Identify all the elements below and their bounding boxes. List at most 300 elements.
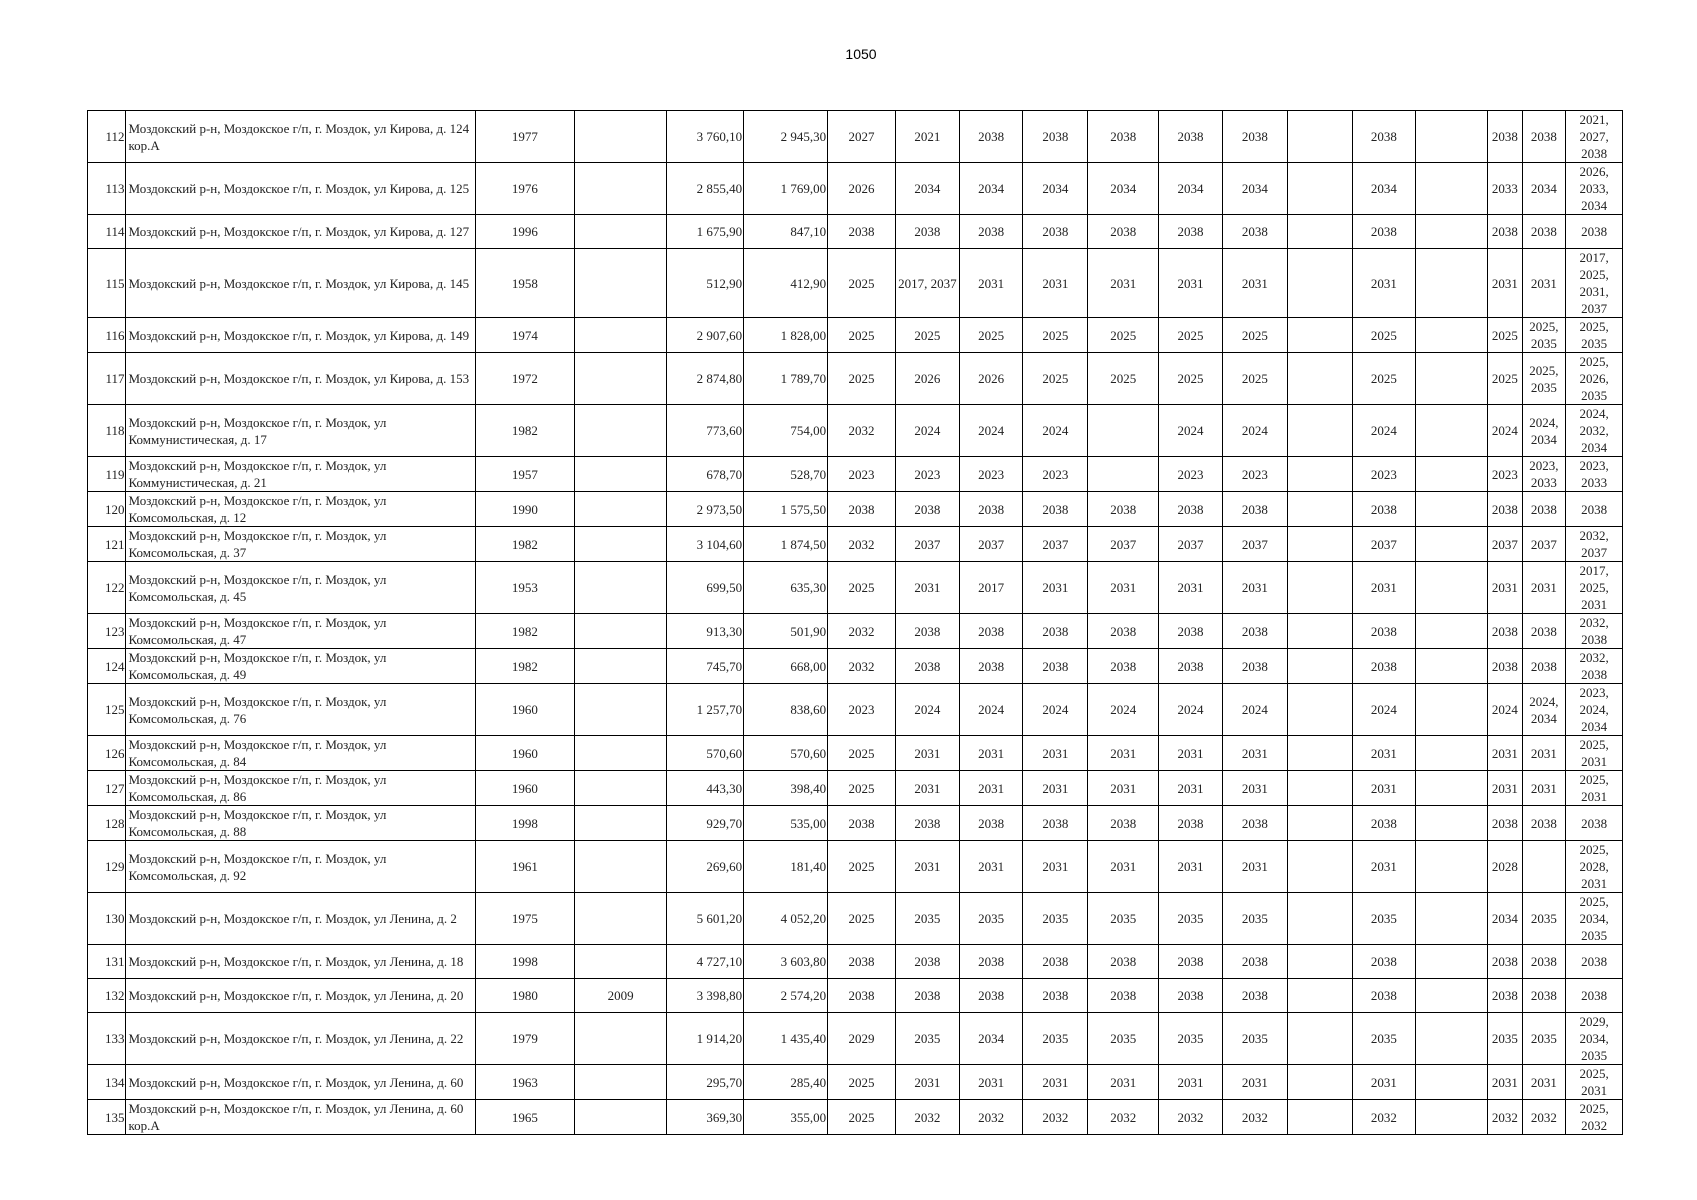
work-year-cell: 2038 xyxy=(1488,111,1522,163)
work-year-cell: 2038 xyxy=(1488,614,1522,649)
row-number-cell: 120 xyxy=(88,492,126,527)
work-year-cell: 2031 xyxy=(1488,736,1522,771)
reconstruction-year-cell: 2009 xyxy=(575,979,667,1013)
row-number-cell: 131 xyxy=(88,945,126,979)
summary-years-cell: 2032, 2038 xyxy=(1566,614,1623,649)
work-year-cell: 2038 xyxy=(895,492,959,527)
work-year-cell: 2024 xyxy=(1222,405,1287,457)
reconstruction-year-cell xyxy=(575,249,667,318)
work-year-cell: 2038 xyxy=(1488,649,1522,684)
living-area-cell: 668,00 xyxy=(744,649,828,684)
work-year-cell: 2037 xyxy=(959,527,1023,562)
work-year-cell: 2031 xyxy=(1023,562,1088,614)
address-cell: Моздокский р-н, Моздокское г/п, г. Моздок, ул Комсомольская, д. 37 xyxy=(126,527,475,562)
row-number-cell: 118 xyxy=(88,405,126,457)
work-year-cell: 2031 xyxy=(1222,771,1287,806)
work-year-cell: 2038 xyxy=(1522,806,1566,841)
row-number-cell: 116 xyxy=(88,318,126,353)
work-year-cell xyxy=(1416,684,1488,736)
build-year-cell: 1953 xyxy=(475,562,574,614)
work-year-cell: 2038 xyxy=(1088,614,1159,649)
build-year-cell: 1982 xyxy=(475,405,574,457)
work-year-cell: 2031 xyxy=(1023,771,1088,806)
build-year-cell: 1979 xyxy=(475,1013,574,1065)
work-year-cell: 2031 xyxy=(959,1065,1023,1100)
work-year-cell: 2025 xyxy=(828,736,896,771)
summary-years-cell: 2023, 2033 xyxy=(1566,457,1623,492)
work-year-cell: 2023 xyxy=(1023,457,1088,492)
work-year-cell: 2031 xyxy=(1023,841,1088,893)
work-year-cell: 2038 xyxy=(1088,649,1159,684)
work-year-cell: 2032 xyxy=(1159,1100,1223,1135)
work-year-cell: 2035 xyxy=(1088,893,1159,945)
work-year-cell: 2038 xyxy=(1352,614,1416,649)
work-year-cell: 2031 xyxy=(1088,1065,1159,1100)
work-year-cell: 2037 xyxy=(1088,527,1159,562)
work-year-cell: 2023 xyxy=(828,457,896,492)
work-year-cell: 2024 xyxy=(1023,405,1088,457)
work-year-cell: 2038 xyxy=(1088,492,1159,527)
work-year-cell xyxy=(1287,841,1352,893)
work-year-cell: 2037 xyxy=(1023,527,1088,562)
work-year-cell: 2031 xyxy=(1522,1065,1566,1100)
work-year-cell xyxy=(1416,893,1488,945)
work-year-cell: 2035 xyxy=(1222,1013,1287,1065)
work-year-cell: 2038 xyxy=(1222,945,1287,979)
work-year-cell: 2038 xyxy=(959,215,1023,249)
work-year-cell xyxy=(1416,111,1488,163)
work-year-cell xyxy=(1416,405,1488,457)
work-year-cell: 2031 xyxy=(895,736,959,771)
work-year-cell xyxy=(1287,736,1352,771)
build-year-cell: 1998 xyxy=(475,945,574,979)
table-row xyxy=(88,249,1623,318)
work-year-cell: 2035 xyxy=(1352,1013,1416,1065)
reconstruction-year-cell xyxy=(575,1065,667,1100)
work-year-cell: 2038 xyxy=(1159,806,1223,841)
total-area-cell: 3 760,10 xyxy=(667,111,744,163)
work-year-cell: 2038 xyxy=(1352,492,1416,527)
table-row xyxy=(88,649,1623,684)
work-year-cell xyxy=(1287,111,1352,163)
table-row xyxy=(88,979,1623,1013)
work-year-cell: 2031 xyxy=(1352,249,1416,318)
total-area-cell: 2 973,50 xyxy=(667,492,744,527)
total-area-cell: 2 907,60 xyxy=(667,318,744,353)
work-year-cell: 2024, 2034 xyxy=(1522,684,1566,736)
row-number-cell: 112 xyxy=(88,111,126,163)
reconstruction-year-cell xyxy=(575,318,667,353)
work-year-cell: 2031 xyxy=(1159,1065,1223,1100)
work-year-cell: 2023 xyxy=(1159,457,1223,492)
work-year-cell xyxy=(1088,457,1159,492)
work-year-cell: 2038 xyxy=(895,806,959,841)
total-area-cell: 5 601,20 xyxy=(667,893,744,945)
work-year-cell: 2031 xyxy=(1159,249,1223,318)
work-year-cell: 2038 xyxy=(1023,945,1088,979)
living-area-cell: 3 603,80 xyxy=(744,945,828,979)
row-number-cell: 113 xyxy=(88,163,126,215)
table-row xyxy=(88,163,1623,215)
work-year-cell: 2025 xyxy=(828,893,896,945)
work-year-cell: 2034 xyxy=(1352,163,1416,215)
work-year-cell xyxy=(1416,527,1488,562)
work-year-cell: 2035 xyxy=(895,1013,959,1065)
work-year-cell: 2031 xyxy=(1222,736,1287,771)
summary-years-cell: 2038 xyxy=(1566,945,1623,979)
table-row xyxy=(88,806,1623,841)
living-area-cell: 1 769,00 xyxy=(744,163,828,215)
work-year-cell: 2035 xyxy=(1488,1013,1522,1065)
work-year-cell: 2038 xyxy=(895,649,959,684)
work-year-cell: 2017, 2037 xyxy=(895,249,959,318)
work-year-cell: 2021 xyxy=(895,111,959,163)
reconstruction-year-cell xyxy=(575,945,667,979)
build-year-cell: 1963 xyxy=(475,1065,574,1100)
table-row xyxy=(88,1065,1623,1100)
build-year-cell: 1975 xyxy=(475,893,574,945)
work-year-cell: 2023 xyxy=(895,457,959,492)
total-area-cell: 3 104,60 xyxy=(667,527,744,562)
work-year-cell: 2024 xyxy=(1222,684,1287,736)
work-year-cell: 2025, 2035 xyxy=(1522,353,1566,405)
work-year-cell: 2038 xyxy=(1159,979,1223,1013)
work-year-cell xyxy=(1287,945,1352,979)
row-number-cell: 114 xyxy=(88,215,126,249)
row-number-cell: 124 xyxy=(88,649,126,684)
work-year-cell: 2025 xyxy=(828,353,896,405)
work-year-cell: 2038 xyxy=(895,945,959,979)
build-year-cell: 1980 xyxy=(475,979,574,1013)
work-year-cell xyxy=(1416,163,1488,215)
work-year-cell: 2038 xyxy=(1159,649,1223,684)
work-year-cell: 2035 xyxy=(1023,1013,1088,1065)
row-number-cell: 127 xyxy=(88,771,126,806)
total-area-cell: 745,70 xyxy=(667,649,744,684)
reconstruction-year-cell xyxy=(575,841,667,893)
work-year-cell xyxy=(1416,249,1488,318)
living-area-cell: 847,10 xyxy=(744,215,828,249)
table-row xyxy=(88,893,1623,945)
work-year-cell: 2032 xyxy=(895,1100,959,1135)
work-year-cell: 2034 xyxy=(1088,163,1159,215)
address-cell: Моздокский р-н, Моздокское г/п, г. Моздок, ул Комсомольская, д. 84 xyxy=(126,736,475,771)
reconstruction-year-cell xyxy=(575,111,667,163)
summary-years-cell: 2023, 2024, 2034 xyxy=(1566,684,1623,736)
work-year-cell: 2038 xyxy=(1088,806,1159,841)
reconstruction-year-cell xyxy=(575,684,667,736)
work-year-cell: 2031 xyxy=(959,736,1023,771)
work-year-cell xyxy=(1416,945,1488,979)
work-year-cell xyxy=(1416,318,1488,353)
work-year-cell: 2031 xyxy=(1222,562,1287,614)
work-year-cell xyxy=(1287,318,1352,353)
address-cell: Моздокский р-н, Моздокское г/п, г. Моздок, ул Комсомольская, д. 47 xyxy=(126,614,475,649)
work-year-cell: 2031 xyxy=(1522,562,1566,614)
summary-years-cell: 2025, 2031 xyxy=(1566,1065,1623,1100)
total-area-cell: 512,90 xyxy=(667,249,744,318)
work-year-cell: 2032 xyxy=(959,1100,1023,1135)
table-row xyxy=(88,945,1623,979)
work-year-cell: 2032 xyxy=(1488,1100,1522,1135)
row-number-cell: 128 xyxy=(88,806,126,841)
work-year-cell: 2024 xyxy=(1488,405,1522,457)
build-year-cell: 1960 xyxy=(475,771,574,806)
work-year-cell xyxy=(1287,649,1352,684)
work-year-cell: 2031 xyxy=(1088,736,1159,771)
work-year-cell: 2038 xyxy=(1159,945,1223,979)
living-area-cell: 398,40 xyxy=(744,771,828,806)
work-year-cell: 2038 xyxy=(1222,979,1287,1013)
work-year-cell: 2024 xyxy=(1352,684,1416,736)
work-year-cell xyxy=(1287,979,1352,1013)
address-cell: Моздокский р-н, Моздокское г/п, г. Моздок, ул Комсомольская, д. 92 xyxy=(126,841,475,893)
living-area-cell: 285,40 xyxy=(744,1065,828,1100)
reconstruction-year-cell xyxy=(575,1013,667,1065)
work-year-cell: 2031 xyxy=(1088,562,1159,614)
row-number-cell: 132 xyxy=(88,979,126,1013)
work-year-cell: 2038 xyxy=(828,215,896,249)
work-year-cell: 2037 xyxy=(1159,527,1223,562)
work-year-cell: 2035 xyxy=(1522,1013,1566,1065)
table-row xyxy=(88,684,1623,736)
work-year-cell: 2038 xyxy=(1352,649,1416,684)
work-year-cell: 2024 xyxy=(959,684,1023,736)
summary-years-cell: 2038 xyxy=(1566,492,1623,527)
work-year-cell: 2038 xyxy=(1088,215,1159,249)
reconstruction-year-cell xyxy=(575,353,667,405)
reconstruction-year-cell xyxy=(575,163,667,215)
total-area-cell: 1 675,90 xyxy=(667,215,744,249)
work-year-cell: 2038 xyxy=(959,111,1023,163)
work-year-cell: 2033 xyxy=(1488,163,1522,215)
work-year-cell: 2038 xyxy=(1023,111,1088,163)
summary-years-cell: 2032, 2038 xyxy=(1566,649,1623,684)
build-year-cell: 1972 xyxy=(475,353,574,405)
row-number-cell: 119 xyxy=(88,457,126,492)
build-year-cell: 1982 xyxy=(475,527,574,562)
total-area-cell: 699,50 xyxy=(667,562,744,614)
work-year-cell: 2038 xyxy=(1488,979,1522,1013)
work-year-cell: 2038 xyxy=(1023,215,1088,249)
work-year-cell: 2029 xyxy=(828,1013,896,1065)
work-year-cell xyxy=(1416,649,1488,684)
work-year-cell: 2025 xyxy=(828,1100,896,1135)
work-year-cell: 2037 xyxy=(1522,527,1566,562)
work-year-cell: 2026 xyxy=(959,353,1023,405)
work-year-cell: 2034 xyxy=(895,163,959,215)
work-year-cell xyxy=(1416,353,1488,405)
row-number-cell: 130 xyxy=(88,893,126,945)
address-cell: Моздокский р-н, Моздокское г/п, г. Моздок, ул Кирова, д. 145 xyxy=(126,249,475,318)
address-cell: Моздокский р-н, Моздокское г/п, г. Моздок, ул Комсомольская, д. 45 xyxy=(126,562,475,614)
summary-years-cell: 2025, 2026, 2035 xyxy=(1566,353,1623,405)
work-year-cell: 2031 xyxy=(895,771,959,806)
work-year-cell: 2025 xyxy=(959,318,1023,353)
address-cell: Моздокский р-н, Моздокское г/п, г. Моздок, ул Комсомольская, д. 12 xyxy=(126,492,475,527)
work-year-cell: 2031 xyxy=(1522,249,1566,318)
total-area-cell: 913,30 xyxy=(667,614,744,649)
work-year-cell: 2025 xyxy=(1352,353,1416,405)
build-year-cell: 1960 xyxy=(475,736,574,771)
work-year-cell xyxy=(1287,405,1352,457)
work-year-cell: 2038 xyxy=(959,614,1023,649)
living-area-cell: 1 874,50 xyxy=(744,527,828,562)
work-year-cell: 2027 xyxy=(828,111,896,163)
work-year-cell xyxy=(1088,405,1159,457)
summary-years-cell: 2029, 2034, 2035 xyxy=(1566,1013,1623,1065)
work-year-cell: 2031 xyxy=(1488,771,1522,806)
work-year-cell xyxy=(1287,614,1352,649)
work-year-cell: 2026 xyxy=(828,163,896,215)
total-area-cell: 2 874,80 xyxy=(667,353,744,405)
reconstruction-year-cell xyxy=(575,492,667,527)
living-area-cell: 635,30 xyxy=(744,562,828,614)
living-area-cell: 570,60 xyxy=(744,736,828,771)
work-year-cell: 2038 xyxy=(1222,492,1287,527)
work-year-cell: 2023 xyxy=(1488,457,1522,492)
work-year-cell: 2038 xyxy=(1522,649,1566,684)
summary-years-cell: 2038 xyxy=(1566,979,1623,1013)
work-year-cell: 2038 xyxy=(1522,215,1566,249)
work-year-cell xyxy=(1522,841,1566,893)
work-year-cell: 2032 xyxy=(1088,1100,1159,1135)
address-cell: Моздокский р-н, Моздокское г/п, г. Моздок, ул Ленина, д. 22 xyxy=(126,1013,475,1065)
table-row xyxy=(88,405,1623,457)
work-year-cell xyxy=(1287,562,1352,614)
table-row xyxy=(88,562,1623,614)
total-area-cell: 369,30 xyxy=(667,1100,744,1135)
table-row xyxy=(88,771,1623,806)
housing-table xyxy=(87,110,1623,1135)
work-year-cell: 2038 xyxy=(1023,614,1088,649)
summary-years-cell: 2025, 2031 xyxy=(1566,771,1623,806)
work-year-cell: 2025 xyxy=(1088,353,1159,405)
table-row xyxy=(88,111,1623,163)
work-year-cell: 2031 xyxy=(1159,771,1223,806)
work-year-cell: 2031 xyxy=(1352,1065,1416,1100)
table-row xyxy=(88,614,1623,649)
work-year-cell: 2031 xyxy=(1352,562,1416,614)
row-number-cell: 121 xyxy=(88,527,126,562)
work-year-cell: 2038 xyxy=(1159,492,1223,527)
work-year-cell: 2025 xyxy=(828,1065,896,1100)
work-year-cell: 2038 xyxy=(1352,111,1416,163)
summary-years-cell: 2025, 2034, 2035 xyxy=(1566,893,1623,945)
living-area-cell: 754,00 xyxy=(744,405,828,457)
living-area-cell: 412,90 xyxy=(744,249,828,318)
work-year-cell: 2038 xyxy=(1488,215,1522,249)
work-year-cell: 2023 xyxy=(1352,457,1416,492)
address-cell: Моздокский р-н, Моздокское г/п, г. Моздок, ул Ленина, д. 2 xyxy=(126,893,475,945)
work-year-cell xyxy=(1287,893,1352,945)
work-year-cell: 2034 xyxy=(1522,163,1566,215)
build-year-cell: 1996 xyxy=(475,215,574,249)
work-year-cell: 2038 xyxy=(895,614,959,649)
build-year-cell: 1982 xyxy=(475,614,574,649)
work-year-cell: 2034 xyxy=(959,163,1023,215)
living-area-cell: 838,60 xyxy=(744,684,828,736)
table-row xyxy=(88,527,1623,562)
work-year-cell: 2038 xyxy=(895,215,959,249)
build-year-cell: 1958 xyxy=(475,249,574,318)
work-year-cell xyxy=(1416,841,1488,893)
work-year-cell: 2038 xyxy=(1222,111,1287,163)
address-cell: Моздокский р-н, Моздокское г/п, г. Моздок, ул Кирова, д. 125 xyxy=(126,163,475,215)
work-year-cell: 2031 xyxy=(1023,736,1088,771)
work-year-cell: 2038 xyxy=(828,945,896,979)
work-year-cell: 2037 xyxy=(1488,527,1522,562)
row-number-cell: 122 xyxy=(88,562,126,614)
work-year-cell xyxy=(1287,1065,1352,1100)
work-year-cell xyxy=(1287,353,1352,405)
work-year-cell: 2025 xyxy=(1222,318,1287,353)
work-year-cell: 2025 xyxy=(828,318,896,353)
work-year-cell: 2038 xyxy=(959,979,1023,1013)
work-year-cell: 2032 xyxy=(1352,1100,1416,1135)
living-area-cell: 1 435,40 xyxy=(744,1013,828,1065)
work-year-cell xyxy=(1287,249,1352,318)
work-year-cell: 2031 xyxy=(1488,562,1522,614)
work-year-cell: 2032 xyxy=(828,527,896,562)
summary-years-cell: 2024, 2032, 2034 xyxy=(1566,405,1623,457)
total-area-cell: 773,60 xyxy=(667,405,744,457)
total-area-cell: 4 727,10 xyxy=(667,945,744,979)
total-area-cell: 678,70 xyxy=(667,457,744,492)
summary-years-cell: 2038 xyxy=(1566,806,1623,841)
work-year-cell: 2024 xyxy=(1088,684,1159,736)
living-area-cell: 501,90 xyxy=(744,614,828,649)
work-year-cell: 2038 xyxy=(1023,979,1088,1013)
table-row xyxy=(88,1013,1623,1065)
work-year-cell: 2025 xyxy=(1023,353,1088,405)
work-year-cell: 2031 xyxy=(1222,1065,1287,1100)
work-year-cell: 2038 xyxy=(1522,614,1566,649)
work-year-cell: 2034 xyxy=(1488,893,1522,945)
work-year-cell: 2025 xyxy=(828,841,896,893)
row-number-cell: 133 xyxy=(88,1013,126,1065)
table-row xyxy=(88,492,1623,527)
reconstruction-year-cell xyxy=(575,457,667,492)
work-year-cell: 2038 xyxy=(1522,945,1566,979)
work-year-cell: 2031 xyxy=(959,249,1023,318)
work-year-cell: 2025 xyxy=(828,249,896,318)
work-year-cell xyxy=(1416,215,1488,249)
reconstruction-year-cell xyxy=(575,649,667,684)
summary-years-cell: 2017, 2025, 2031, 2037 xyxy=(1566,249,1623,318)
work-year-cell: 2031 xyxy=(959,771,1023,806)
work-year-cell: 2031 xyxy=(1488,1065,1522,1100)
work-year-cell xyxy=(1287,684,1352,736)
table-row xyxy=(88,841,1623,893)
build-year-cell: 1974 xyxy=(475,318,574,353)
work-year-cell: 2025, 2035 xyxy=(1522,318,1566,353)
work-year-cell: 2031 xyxy=(1088,771,1159,806)
work-year-cell: 2038 xyxy=(1522,979,1566,1013)
work-year-cell: 2038 xyxy=(1222,215,1287,249)
work-year-cell: 2023 xyxy=(959,457,1023,492)
work-year-cell xyxy=(1287,457,1352,492)
work-year-cell: 2038 xyxy=(1522,492,1566,527)
work-year-cell: 2038 xyxy=(1222,649,1287,684)
build-year-cell: 1976 xyxy=(475,163,574,215)
work-year-cell: 2031 xyxy=(1159,562,1223,614)
work-year-cell: 2023, 2033 xyxy=(1522,457,1566,492)
work-year-cell: 2025 xyxy=(1488,353,1522,405)
work-year-cell: 2034 xyxy=(1023,163,1088,215)
address-cell: Моздокский р-н, Моздокское г/п, г. Моздок, ул Комсомольская, д. 49 xyxy=(126,649,475,684)
living-area-cell: 1 575,50 xyxy=(744,492,828,527)
